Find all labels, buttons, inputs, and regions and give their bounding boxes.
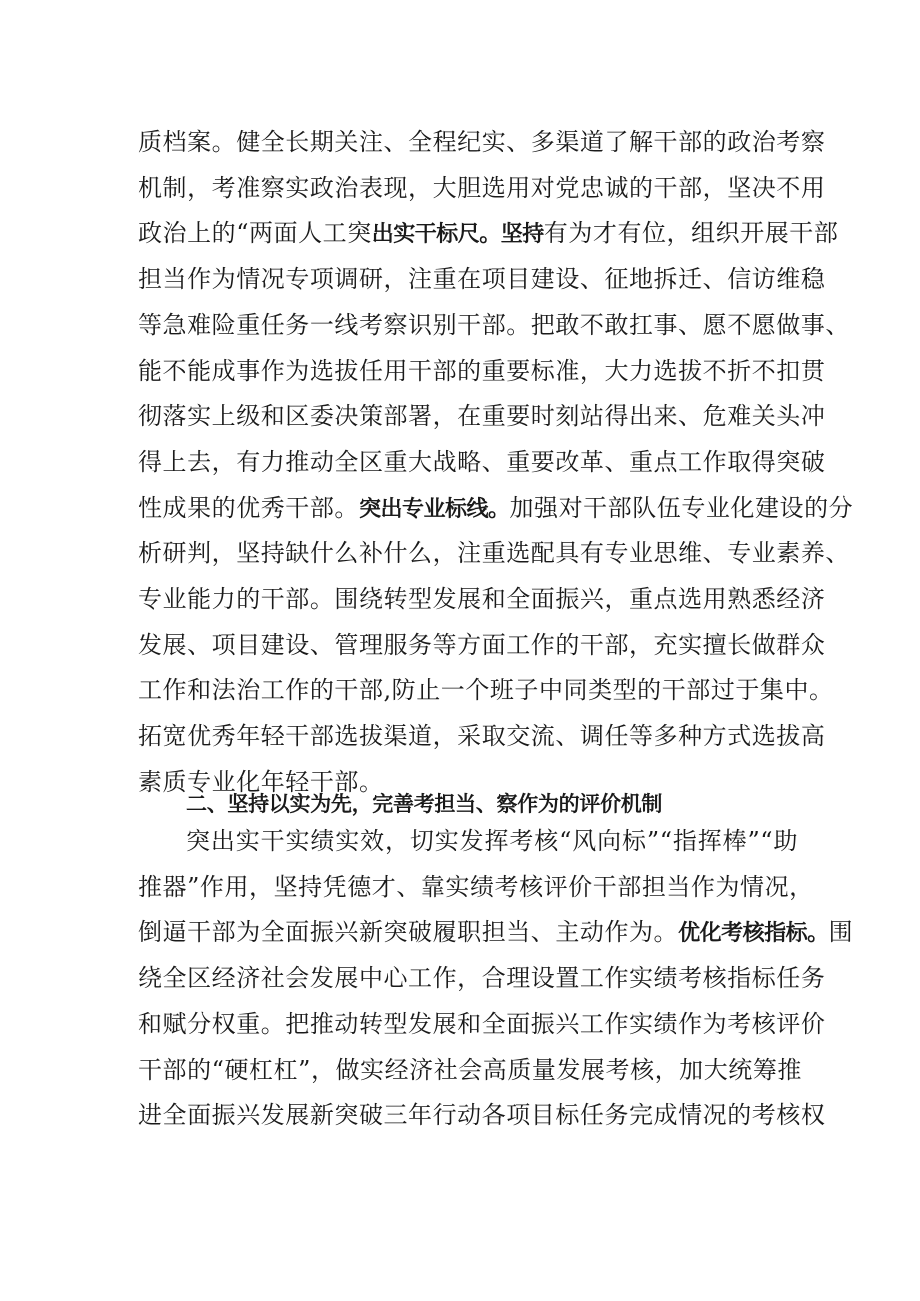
- text-run: 加强对干部队伍专业化建设的分: [509, 493, 854, 522]
- bold-run: 优化考核指标。: [678, 921, 829, 947]
- text-line: [138, 1052, 802, 1088]
- text-line: [138, 490, 854, 526]
- text-line: [138, 353, 826, 389]
- text-run: 突出实干实绩实效，切实发挥考核“风向标”“指挥棒”“助: [186, 827, 798, 855]
- text-line: [138, 535, 850, 571]
- text-line: [138, 960, 826, 996]
- text-line: [138, 398, 826, 434]
- text-run: 发展、项目建设、管理服务等方面工作的干部，充实擅长做群众: [138, 630, 826, 659]
- text-run: 围: [828, 918, 854, 947]
- text-run: 干部的“硬杠杠”，做实经济社会高质量发展考核，加大统筹推: [138, 1055, 802, 1084]
- text-run: 推器”作用，坚持凭德才、靠实绩考核评价干部担当作为情况，: [138, 872, 814, 901]
- text-run: 析研判，坚持缺什么补什么，注重选配具有专业思维、专业素养、: [138, 539, 850, 568]
- text-run: 性成果的优秀干部。: [138, 493, 359, 522]
- text-run: 进全面振兴发展新突破三年行动各项目标任务完成情况的考核权: [138, 1101, 826, 1130]
- text-line: [138, 718, 826, 754]
- text-run: 有为才有位，组织开展干部: [543, 219, 839, 248]
- text-run: 能不能成事作为选拔任用干部的重要标准，大力选拔不折不扣贯: [138, 356, 826, 385]
- text-line: [138, 170, 826, 206]
- text-line: [138, 261, 826, 297]
- text-line: [186, 823, 798, 859]
- text-run: 质档案。健全长期关注、全程纪实、多渠道了解干部的政治考察: [138, 128, 826, 156]
- text-line: [138, 627, 826, 663]
- bold-run: 突出专业标线。: [358, 496, 510, 522]
- text-line: [138, 672, 834, 708]
- text-line: [138, 914, 854, 950]
- text-run: 绕全区经济社会发展中心工作，合理设置工作实绩考核指标任务: [138, 964, 826, 993]
- bold-run: 出实干标尺。坚持: [371, 222, 544, 248]
- text-run: 等急难险重任务一线考察识别干部。把敢不敢扛事、愿不愿做事、: [138, 310, 850, 339]
- text-run: 机制，考准察实政治表现，大胆选用对党忠诚的干部，坚决不用: [138, 173, 826, 202]
- text-line: [138, 444, 826, 480]
- text-run: 得上去，有力推动全区重大战略、重要改革、重点工作取得突破: [138, 447, 826, 476]
- text-run: 专业能力的干部。围绕转型发展和全面振兴，重点选用熟悉经济: [138, 585, 826, 613]
- text-run: 工作和法治工作的干部,防止一个班子中同类型的干部过于集中。: [138, 676, 834, 705]
- text-line: [138, 124, 826, 160]
- text-line: [138, 869, 814, 905]
- section-heading: 二、坚持以实为先，完善考担当、察作为的评价机制: [186, 792, 663, 816]
- text-run: 政治上的“两面人工突: [138, 219, 372, 248]
- text-run: 和赋分权重。把推动转型发展和全面振兴工作实绩作为考核评价: [138, 1009, 826, 1038]
- text-line: [138, 215, 839, 251]
- text-run: 素质专业化年轻干部。: [138, 767, 384, 796]
- text-run: 拓宽优秀年轻干部选拔渠道，采取交流、调任等多种方式选拔高: [138, 722, 826, 751]
- text-run: 彻落实上级和区委决策部署，在重要时刻站得出来、危难关头冲: [138, 402, 826, 431]
- text-line: [138, 307, 850, 343]
- text-line: [138, 1097, 826, 1133]
- text-run: 倒逼干部为全面振兴新突破履职担当、主动作为。: [138, 918, 679, 947]
- text-line: [138, 1006, 826, 1042]
- text-line: [138, 581, 826, 617]
- text-run: 担当作为情况专项调研，注重在项目建设、征地拆迁、信访维稳: [138, 265, 826, 294]
